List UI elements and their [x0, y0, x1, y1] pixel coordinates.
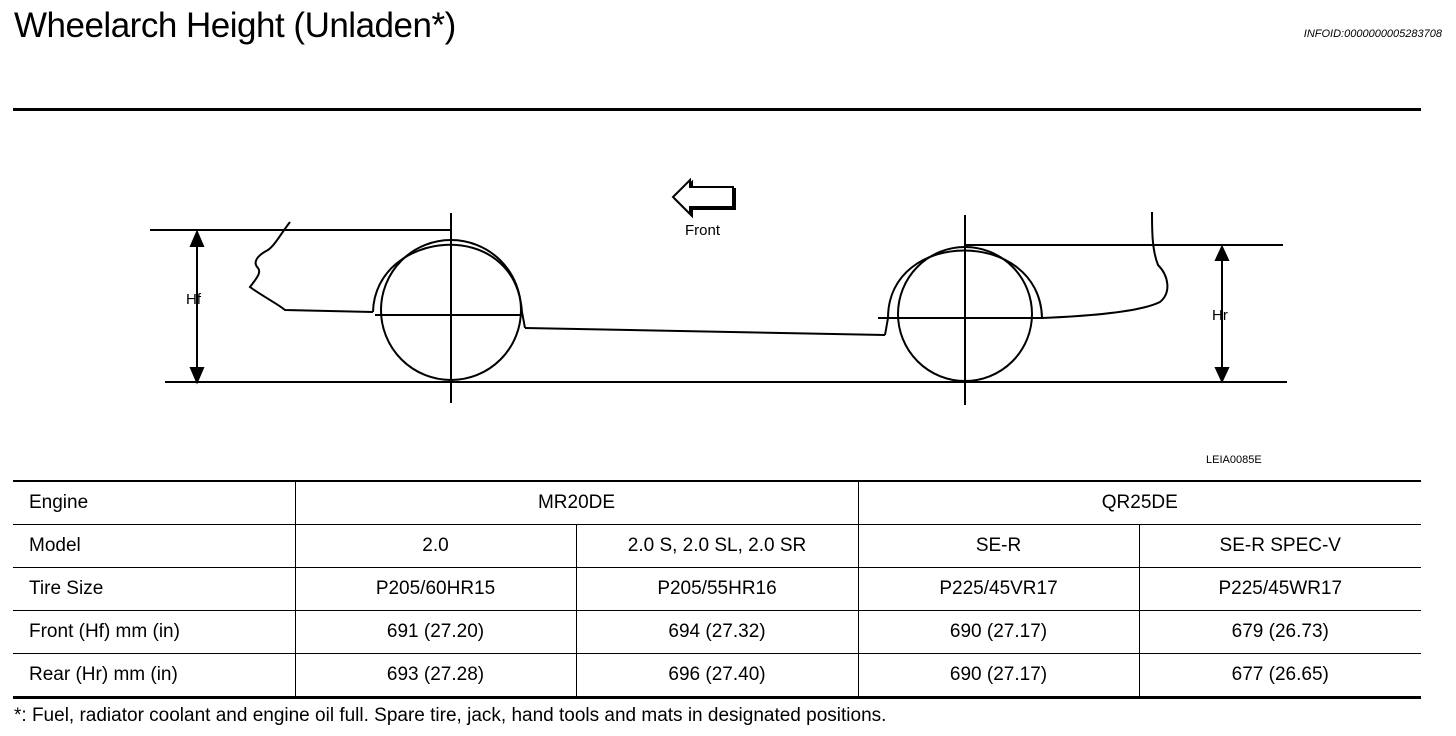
rear-height-cell: 677 (26.65) [1139, 654, 1421, 698]
tire-size-cell: P225/45WR17 [1139, 568, 1421, 611]
rear-height-cell: 690 (27.17) [858, 654, 1139, 698]
model-cell: 2.0 [295, 525, 576, 568]
front-height-cell: 679 (26.73) [1139, 611, 1421, 654]
table-row [13, 481, 1421, 525]
tire-size-cell: P205/60HR15 [295, 568, 576, 611]
model-cell: SE-R SPEC-V [1139, 525, 1421, 568]
rear-body-outline [1042, 212, 1167, 318]
front-body-outline [250, 222, 373, 312]
rear-height-header: Rear (Hr) mm (in) [13, 654, 295, 698]
footnote: *: Fuel, radiator coolant and engine oil full. Spare tire, jack, hand tools and mats in designated positions. [14, 705, 887, 726]
front-height-header: Front (Hf) mm (in) [13, 611, 295, 654]
front-height-label: Hf [186, 291, 201, 308]
model-header: Model [13, 525, 295, 568]
info-id: INFOID:0000000005283708 [1303, 28, 1442, 40]
tire-size-header: Tire Size [13, 568, 295, 611]
figure-code: LEIA0085E [1206, 454, 1262, 466]
rear-height-cell: 696 (27.40) [576, 654, 858, 698]
model-cell: 2.0 S, 2.0 SL, 2.0 SR [576, 525, 858, 568]
table-row [13, 525, 1421, 568]
front-direction-arrow [673, 180, 735, 216]
underbody-line [525, 328, 885, 335]
table-row [13, 568, 1421, 611]
table-row [13, 611, 1421, 654]
tire-size-cell: P225/45VR17 [858, 568, 1139, 611]
rear-height-cell: 693 (27.28) [295, 654, 576, 698]
front-height-cell: 690 (27.17) [858, 611, 1139, 654]
front-height-cell: 691 (27.20) [295, 611, 576, 654]
page-title: Wheelarch Height (Unladen*) [14, 6, 456, 45]
tire-size-cell: P205/55HR16 [576, 568, 858, 611]
rear-arch [885, 251, 1042, 336]
front-height-cell: 694 (27.32) [576, 611, 858, 654]
model-cell: SE-R [858, 525, 1139, 568]
engine-cell: QR25DE [858, 481, 1421, 525]
engine-header: Engine [13, 481, 295, 525]
front-direction-label: Front [685, 222, 721, 239]
rear-height-label: Hr [1212, 307, 1228, 324]
wheelarch-height-table [13, 480, 1421, 699]
table-row [13, 654, 1421, 698]
engine-cell: MR20DE [295, 481, 858, 525]
